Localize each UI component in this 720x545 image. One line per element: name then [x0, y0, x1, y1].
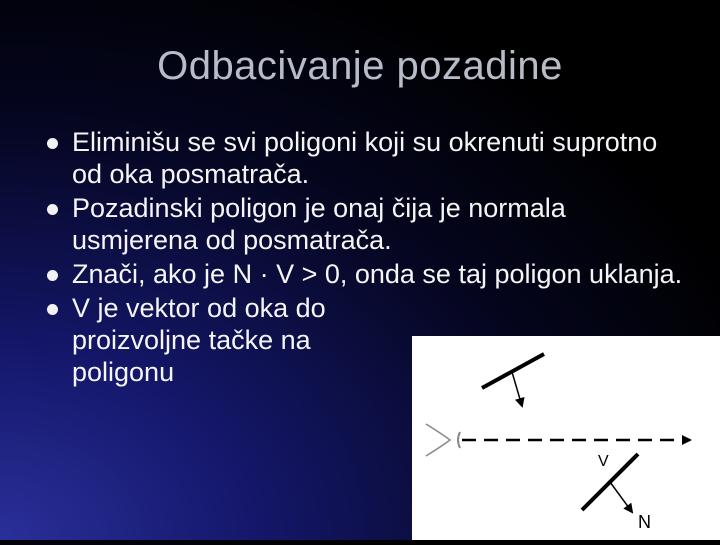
- eye-icon: [426, 424, 450, 456]
- front-polygon: [482, 354, 544, 388]
- label-n: N: [638, 512, 651, 532]
- slide-title: Odbacivanje pozadine: [157, 44, 563, 88]
- bullet-dot-icon: [47, 204, 58, 215]
- bullet-dot-icon: [47, 138, 58, 149]
- bullet-dot-icon: [47, 270, 58, 281]
- bullet-dot-icon: [47, 304, 58, 315]
- eye-pupil: [458, 432, 460, 448]
- bullet-item: [44, 192, 684, 256]
- backface-diagram-svg: [412, 336, 720, 540]
- bullet-item: [44, 126, 684, 190]
- bullet-text: Eliminišu se svi poligoni koji su okrenuti suprotno od oka posmatrača.: [72, 127, 658, 189]
- bullet-text: V je vektor od oka do proizvoljne tačke na poligonu: [72, 293, 326, 387]
- back-normal: [610, 482, 632, 512]
- bullet-item: [44, 258, 684, 290]
- label-v: V: [598, 453, 609, 470]
- front-normal: [512, 372, 522, 406]
- backface-diagram: [412, 336, 720, 540]
- bullet-text: Znači, ako je N · V > 0, onda se taj poligon uklanja.: [72, 259, 683, 289]
- bullet-item: [44, 292, 402, 388]
- bullet-text: Pozadinski poligon je onaj čija je normala usmjerena od posmatrača.: [72, 193, 566, 255]
